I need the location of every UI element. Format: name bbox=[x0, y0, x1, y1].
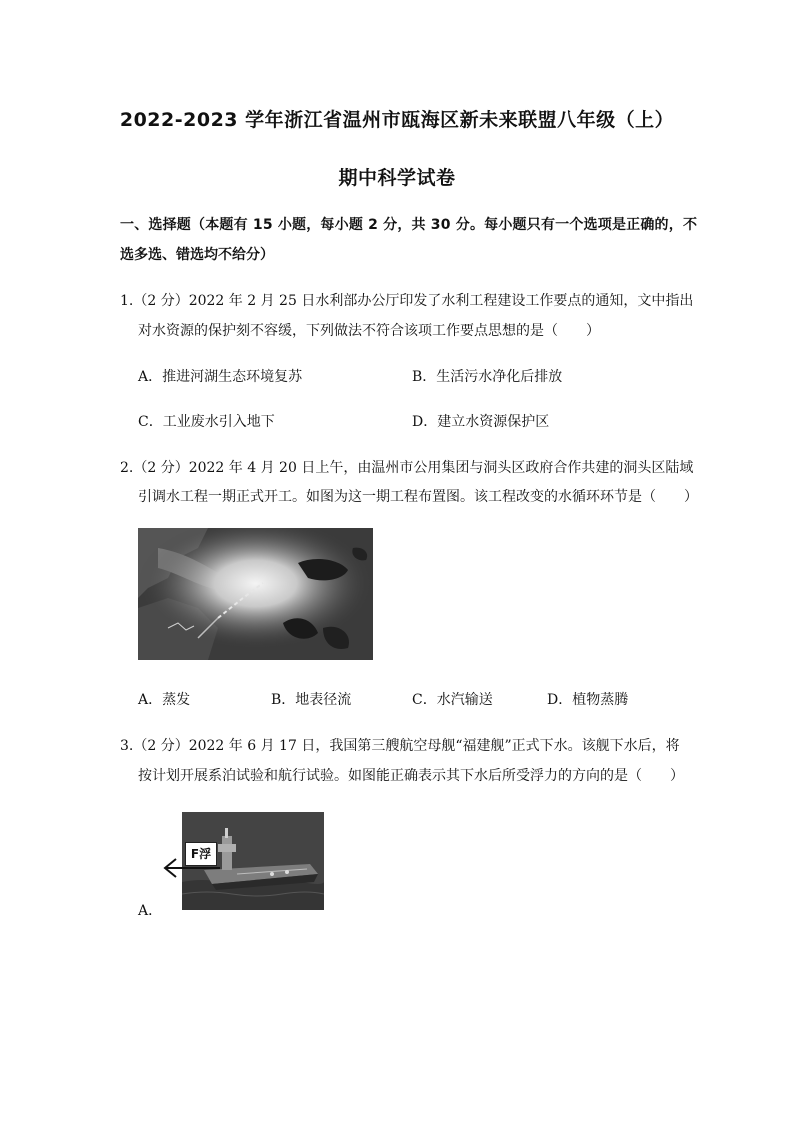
q2-project-map-image bbox=[138, 528, 373, 660]
q1-option-a: A．推进河湖生态环境复苏 bbox=[138, 369, 303, 385]
q2-option-a: A．蒸发 bbox=[138, 692, 191, 708]
q1-option-b: B．生活污水净化后排放 bbox=[412, 369, 563, 385]
q1-option-c: C．工业废水引入地下 bbox=[138, 414, 275, 430]
q1-option-d: D．建立水资源保护区 bbox=[412, 414, 550, 430]
q3-stem-line2: 按计划开展系泊试验和航行试验。如图能正确表示其下水后所受浮力的方向的是（ ） bbox=[138, 768, 684, 784]
section-heading-line2: 选多选、错选均不给分） bbox=[120, 247, 274, 263]
q2-stem-line1: 2.（2 分）2022 年 4 月 20 日上午，由温州市公用集团与洞头区政府合作共建的洞头区陆域 bbox=[120, 460, 694, 476]
q2-stem-line2: 引调水工程一期正式开工。如图为这一期工程布置图。该工程改变的水循环环节是（ ） bbox=[138, 489, 698, 505]
buoyancy-force-arrow-icon bbox=[160, 856, 222, 880]
q3-option-a-label: A． bbox=[138, 903, 163, 919]
q2-option-b: B．地表径流 bbox=[271, 692, 352, 708]
section-heading-line1: 一、选择题（本题有 15 小题，每小题 2 分，共 30 分。每小题只有一个选项是正确的，不 bbox=[120, 217, 698, 233]
q2-option-d: D．植物蒸腾 bbox=[547, 692, 629, 708]
q1-stem-line1: 1.（2 分）2022 年 2 月 25 日水利部办公厅印发了水利工程建设工作要点的通知，文中指出 bbox=[120, 293, 694, 309]
page-title: 2022-2023 学年浙江省温州市瓯海区新未来联盟八年级（上） bbox=[119, 109, 675, 131]
q3-stem-line1: 3.（2 分）2022 年 6 月 17 日，我国第三艘航空母舰“福建舰”正式下水。该舰下水后，将 bbox=[120, 738, 680, 754]
q1-stem-line2: 对水资源的保护刻不容缓，下列做法不符合该项工作要点思想的是（ ） bbox=[138, 323, 600, 339]
buoyancy-force-label: F浮 bbox=[185, 842, 217, 866]
page-subtitle: 期中科学试卷 bbox=[338, 167, 456, 189]
q2-option-c: C．水汽输送 bbox=[412, 692, 493, 708]
